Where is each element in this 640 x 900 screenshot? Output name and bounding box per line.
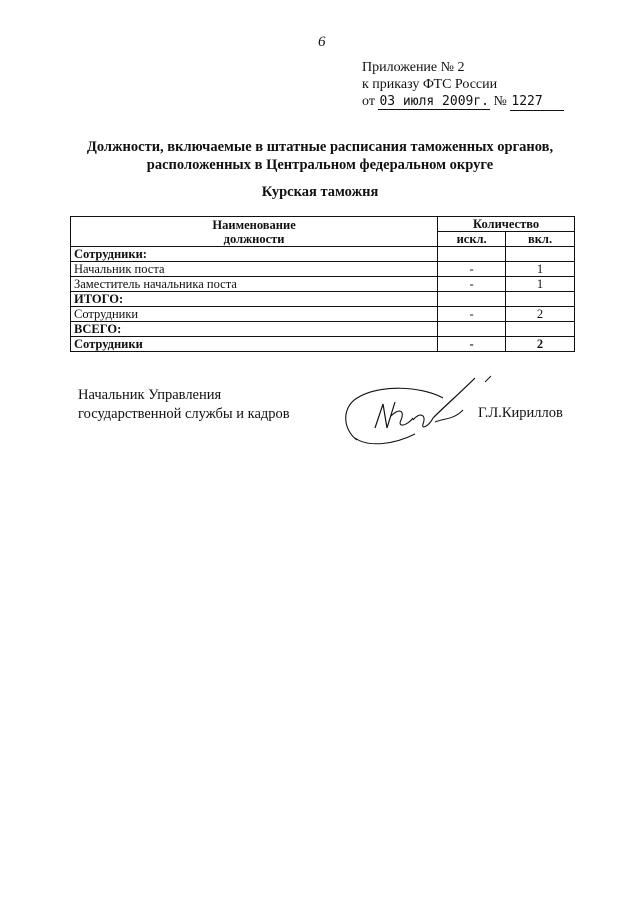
header-position-name — [71, 217, 438, 247]
table-row — [71, 337, 575, 352]
row-excluded: - — [438, 277, 506, 292]
row-name: Сотрудники: — [71, 247, 438, 262]
handwritten-signature — [335, 368, 500, 458]
order-date-prefix: от — [362, 94, 375, 109]
row-excluded: - — [438, 307, 506, 322]
row-name: ВСЕГО: — [71, 322, 438, 337]
appendix-order-reference: к приказу ФТС России — [362, 77, 498, 92]
signatory-position-line-1: Начальник Управления — [78, 387, 222, 403]
row-name: Сотрудники — [71, 337, 438, 352]
header-quantity: Количество — [438, 217, 575, 232]
order-date: 03 июля 2009г. — [379, 94, 490, 109]
header-included: вкл. — [506, 232, 575, 247]
signatory-position-line-2: государственной службы и кадров — [78, 406, 290, 422]
row-included: 1 — [506, 262, 575, 277]
customs-office-name: Курская таможня — [261, 184, 379, 200]
signatory-name: Г.Л.Кириллов — [478, 405, 563, 421]
row-included: 2 — [506, 337, 575, 352]
row-included: 2 — [506, 307, 575, 322]
table-header-row — [71, 217, 575, 232]
table-row — [71, 247, 575, 262]
row-included — [506, 322, 575, 337]
table-row — [71, 277, 575, 292]
table-row — [71, 262, 575, 277]
row-excluded: - — [438, 262, 506, 277]
row-excluded: - — [438, 337, 506, 352]
positions-table — [70, 216, 575, 352]
header-excluded: искл. — [438, 232, 506, 247]
row-excluded — [438, 292, 506, 307]
row-name: Заместитель начальника поста — [71, 277, 438, 292]
page-number: 6 — [318, 34, 326, 50]
row-name: ИТОГО: — [71, 292, 438, 307]
row-name: Сотрудники — [71, 307, 438, 322]
row-excluded — [438, 247, 506, 262]
row-included — [506, 292, 575, 307]
table-row — [71, 307, 575, 322]
row-included — [506, 247, 575, 262]
document-title-line-1: Должности, включаемые в штатные расписания таможенных органов, — [86, 139, 554, 155]
header-name-line-2: должности — [223, 231, 285, 246]
appendix-order-date-line — [362, 94, 564, 111]
appendix-number: Приложение № 2 — [362, 60, 465, 75]
order-number: 1227 — [510, 94, 564, 111]
document-title-line-2: расположенных в Центральном федеральном округе — [146, 157, 494, 173]
row-included: 1 — [506, 277, 575, 292]
order-number-sign: № — [493, 94, 507, 109]
header-name-line-1: Наименование — [212, 217, 296, 232]
table-row — [71, 322, 575, 337]
row-excluded — [438, 322, 506, 337]
table-row — [71, 292, 575, 307]
row-name: Начальник поста — [71, 262, 438, 277]
